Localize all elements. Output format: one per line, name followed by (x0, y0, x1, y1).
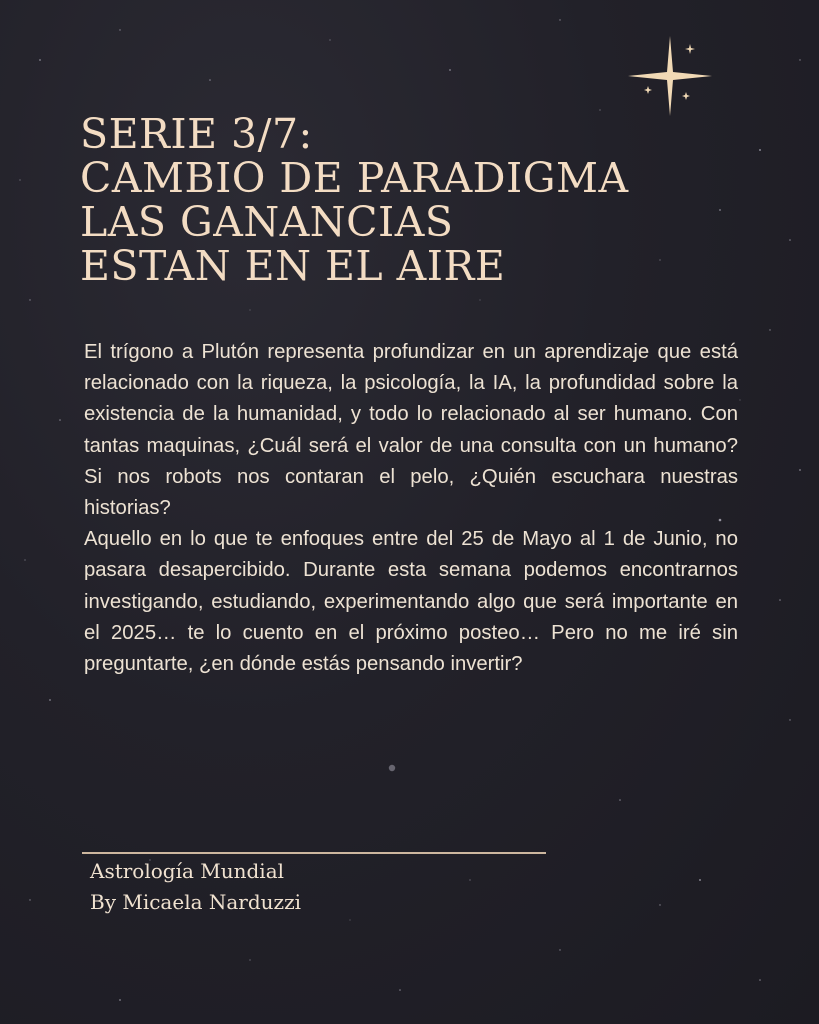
title-line-4: ESTAN EN EL AIRE (80, 242, 506, 290)
sparkle-star-icon (628, 36, 712, 116)
footer-author: By Micaela Narduzzi (90, 890, 302, 914)
divider (82, 852, 546, 854)
title-line-2: CAMBIO DE PARADIGMA (80, 154, 629, 202)
footer-series-label: Astrología Mundial (90, 859, 285, 883)
body-text (84, 337, 738, 680)
page-title (80, 112, 780, 288)
footer (90, 856, 301, 918)
body-paragraph-2: Aquello en lo que te enfoques entre del 25 de Mayo al 1 de Junio, no pasara desapercibido. Durante esta semana podemos encontrarnos investigando, estudiando, experimentando algo que será importante en el 2025… te lo cuento en el próximo posteo… Pero no me iré sin preguntarte, ¿en dónde estás pensando invertir? (84, 528, 738, 676)
body-paragraph-1: El trígono a Plutón representa profundizar en un aprendizaje que está relacionado con la riqueza, la psicología, la IA, la profundidad sobre la existencia de la humanidad, y todo lo relacionado al ser humano. Con tantas maquinas, ¿Cuál será el valor de una consulta con un humano? Si nos robots nos contaran el pelo, ¿Quién escuchara nuestras historias? (84, 341, 738, 520)
title-line-1: SERIE 3/7: (80, 110, 313, 158)
title-line-3: LAS GANANCIAS (80, 198, 454, 246)
